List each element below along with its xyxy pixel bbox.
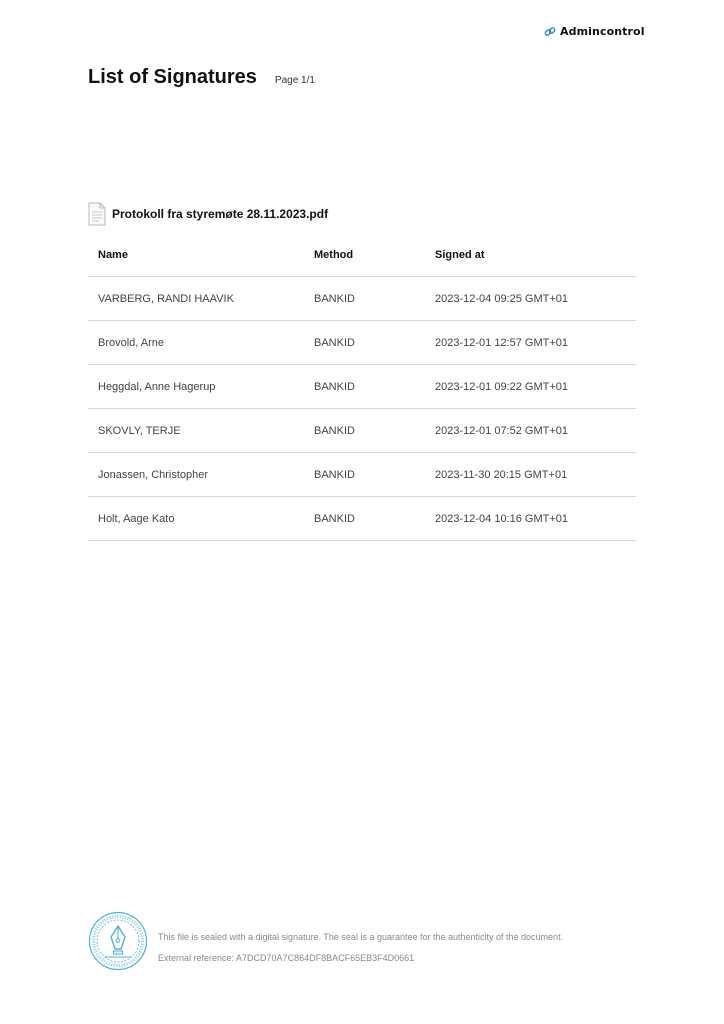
signer-name: Jonassen, Christopher <box>88 453 304 497</box>
table-row <box>88 277 636 321</box>
table-header-row <box>88 233 636 277</box>
table-row <box>88 409 636 453</box>
signature-method: BANKID <box>304 409 425 453</box>
signature-method: BANKID <box>304 365 425 409</box>
page-number: Page 1/1 <box>274 75 315 86</box>
column-header-method: Method <box>304 233 425 277</box>
table-row <box>88 321 636 365</box>
document-filename: Protokoll fra styremøte 28.11.2023.pdf <box>112 207 329 221</box>
signature-method: BANKID <box>304 453 425 497</box>
signed-at: 2023-11-30 20:15 GMT+01 <box>425 453 636 497</box>
signer-name: SKOVLY, TERJE <box>88 409 304 453</box>
signature-method: BANKID <box>304 277 425 321</box>
column-header-signed-at: Signed at <box>425 233 636 277</box>
signer-name: Brovold, Arne <box>88 321 304 365</box>
signer-name: Holt, Aage Kato <box>88 497 304 541</box>
document-row <box>88 202 328 226</box>
external-reference: External reference: A7DCD70A7C864DF8BACF65EB3F4D0661 <box>158 953 415 963</box>
document-icon <box>88 202 106 226</box>
signer-name: VARBERG, RANDI HAAVIK <box>88 277 304 321</box>
signature-method: BANKID <box>304 321 425 365</box>
seal-statement: This file is sealed with a digital signature. The seal is a guarantee for the authenticity of the document. <box>158 932 564 942</box>
title-row <box>88 66 315 89</box>
page-title: List of Signatures <box>88 66 257 88</box>
signed-at: 2023-12-01 07:52 GMT+01 <box>425 409 636 453</box>
table-row <box>88 453 636 497</box>
brand-name: Admincontrol <box>560 25 645 38</box>
table-row <box>88 497 636 541</box>
column-header-name: Name <box>88 233 304 277</box>
table-row <box>88 365 636 409</box>
digital-seal-icon <box>88 911 148 971</box>
signed-at: 2023-12-04 10:16 GMT+01 <box>425 497 636 541</box>
brand <box>544 25 645 38</box>
signature-method: BANKID <box>304 497 425 541</box>
signed-at: 2023-12-01 12:57 GMT+01 <box>425 321 636 365</box>
signed-at: 2023-12-01 09:22 GMT+01 <box>425 365 636 409</box>
signer-name: Heggdal, Anne Hagerup <box>88 365 304 409</box>
admincontrol-logo-icon <box>544 26 556 38</box>
signed-at: 2023-12-04 09:25 GMT+01 <box>425 277 636 321</box>
signatures-table <box>88 233 636 541</box>
